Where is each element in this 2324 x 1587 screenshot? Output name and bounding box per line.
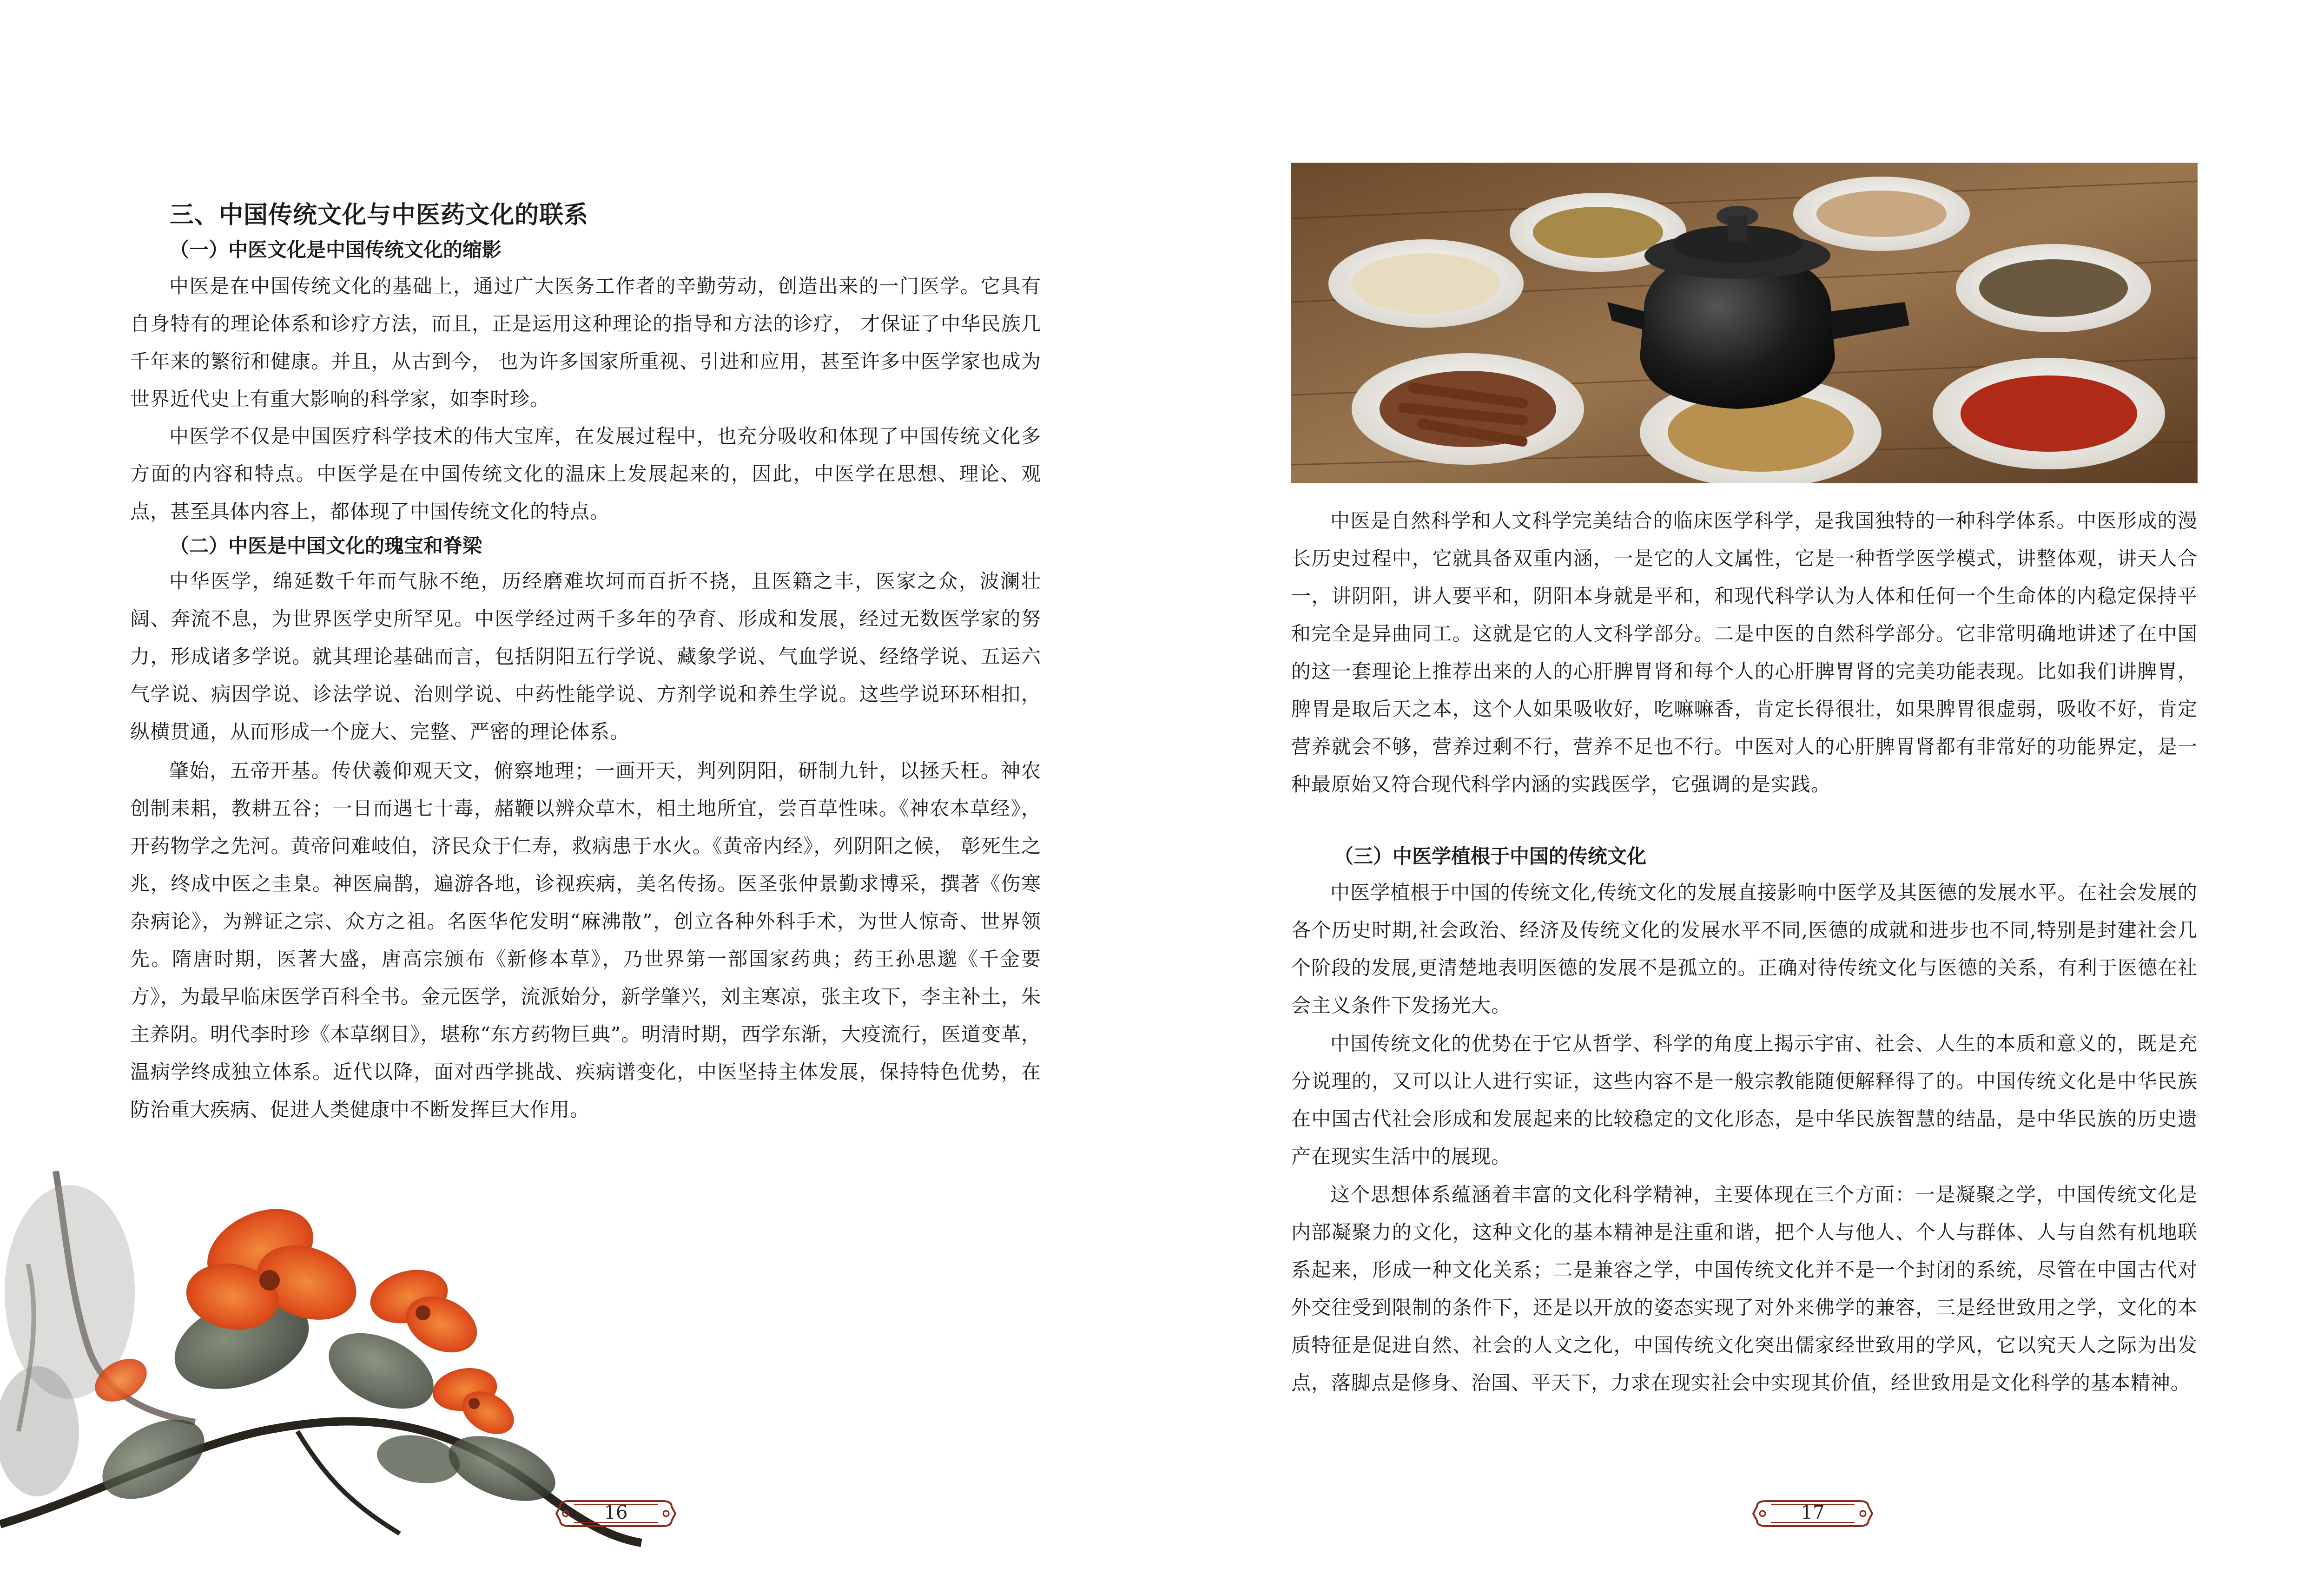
subsection-heading-3: （三）中医学植根于中国的传统文化 bbox=[1334, 845, 1647, 868]
paragraph-1-2: 中医学不仅是中国医疗科学技术的伟大宝库，在发展过程中，也充分吸收和体现了中国传统文化多方面的内容和特点。中医学是在中国传统文化的温床上发展起来的，因此，中医学在思想、理论、观点，甚至具体内容上，都体现了中国传统文化的特点。 bbox=[130, 425, 1041, 523]
right-paragraph-4: 这个思想体系蕴涵着丰富的文化科学精神，主要体现在三个方面：一是凝聚之学，中国传统文化是内部凝聚力的文化，这种文化的基本精神是注重和谐，把个人与他人、个人与群体、人与自然有机地联系起来，形成一种文化关系；二是兼容之学，中国传统文化并不是一个封闭的系统，尽管在中国古代对外交往受到限制的条件下，还是以开放的姿态实现了对外来佛学的兼容，三是经世致用之学，文化的本质特征是促进自然、社会的人文之化，中国传统文化突出儒家经世致用的学风，它以究天人之际为出发点，落脚点是修身、治国、平天下，力求在现实社会中实现其价值，经世致用是文化科学的基本精神。 bbox=[1291, 1183, 2198, 1394]
subsection-heading-1: （一）中医文化是中国传统文化的缩影 bbox=[170, 238, 502, 261]
flower-painting bbox=[0, 1171, 674, 1552]
paragraph-2-2: 肇始，五帝开基。传伏羲仰观天文，俯察地理；一画开天，判列阴阳，研制九针，以拯夭枉。神农创制耒耜，教耕五谷；一日而遇七十毒，赭鞭以辨众草木，相土地所宜，尝百草性味。《神农本草经》，开药物学之先河。黄帝问难岐伯，济民众于仁寿，救病患于水火。《黄帝内经》，列阴阳之候， 彰死生之兆，终成中医之圭臬。神医扁鹊，遍游各地，诊视疾病，美名传扬。医圣张仲景勤求博采，撰著《伤寒杂病论》，为辨证之宗、众方之祖。名医华佗发明“麻沸散”，创立各种外科手术，为世人惊奇、世界领先。隋唐时期，医著大盛，唐高宗颁布《新修本草》，乃世界第一部国家药典；药王孙思邈《千金要方》，为最早临床医学百科全书。金元医学，流派始分，新学肇兴，刘主寒凉，张主攻下，李主补土，朱主养阴。明代李时珍《本草纲目》，堪称“东方药物巨典”。明清时期，西学东渐，大疫流行，医道变革，温病学终成独立体系。近代以降，面对西学挑战、疾病谱变化，中医坚持主体发展，保持特色优势，在防治重大疾病、促进人类健康中不断发挥巨大作用。 bbox=[130, 759, 1041, 1121]
right-paragraph-1: 中医是自然科学和人文科学完美结合的临床医学科学，是我国独特的一种科学体系。中医形成的漫长历史过程中，它就具备双重内涵，一是它的人文属性，它是一种哲学医学模式，讲整体观，讲天人合一，讲阴阳，讲人要平和，阴阳本身就是平和，和现代科学认为人体和任何一个生命体的内稳定保持平和完全是异曲同工。这就是它的人文科学部分。二是中医的自然科学部分。它非常明确地讲述了在中国的这一套理论上推荐出来的人的心肝脾胃肾和每个人的心肝脾胃肾的完美功能表现。比如我们讲脾胃，脾胃是取后天之本，这个人如果吸收好，吃嘛嘛香，肯定长得很壮，如果脾胃很虚弱，吸收不好，肯定营养就会不够，营养过剩不行，营养不足也不行。中医对人的心肝脾胃肾都有非常好的功能界定，是一种最原始又符合现代科学内涵的实践医学，它强调的是实践。 bbox=[1291, 509, 2198, 796]
subsection-heading-2: （二）中医是中国文化的瑰宝和脊梁 bbox=[170, 534, 482, 557]
section-title: 三、中国传统文化与中医药文化的联系 bbox=[170, 201, 589, 229]
page-number: 16 bbox=[604, 1502, 628, 1523]
page-number-badge bbox=[555, 1497, 676, 1530]
right-paragraph-3: 中国传统文化的优势在于它从哲学、科学的角度上揭示宇宙、社会、人生的本质和意义的，既是充分说理的，又可以让人进行实证，这些内容不是一般宗教能随便解释得了的。中国传统文化是中华民族在中国古代社会形成和发展起来的比较稳定的文化形态，是中华民族智慧的结晶，是中华民族的历史遗产在现实生活中的展现。 bbox=[1291, 1032, 2198, 1168]
paragraph-1-1: 中医是在中国传统文化的基础上，通过广大医务工作者的辛勤劳动，创造出来的一门医学。它具有自身特有的理论体系和诊疗方法，而且，正是运用这种理论的指导和方法的诊疗， 才保证了中华民族几千年来的繁衍和健康。并且，从古到今， 也为许多国家所重视、引进和应用，甚至许多中医学家也成为世界近代史上有重大影响的科学家，如李时珍。 bbox=[130, 275, 1041, 410]
page-number: 17 bbox=[1801, 1502, 1825, 1523]
paragraph-2-1: 中华医学，绵延数千年而气脉不绝，历经磨难坎坷而百折不挠，且医籍之丰，医家之众，波澜壮阔、奔流不息，为世界医学史所罕见。中医学经过两千多年的孕育、形成和发展，经过无数医学家的努力，形成诸多学说。就其理论基础而言，包括阴阳五行学说、藏象学说、气血学说、经络学说、五运六气学说、病因学说、诊法学说、治则学说、中药性能学说、方剂学说和养生学说。这些学说环环相扣，纵横贯通，从而形成一个庞大、完整、严密的理论体系。 bbox=[130, 570, 1041, 743]
right-paragraph-2: 中医学植根于中国的传统文化,传统文化的发展直接影响中医学及其医德的发展水平。在社会发展的各个历史时期,社会政治、经济及传统文化的发展水平不同,医德的成就和进步也不同,特别是封建社会几个阶段的发展,更清楚地表明医德的发展不是孤立的。正确对待传统文化与医德的关系，有利于医德在社会主义条件下发扬光大。 bbox=[1291, 881, 2198, 1017]
page-number-badge-right bbox=[1752, 1497, 1873, 1530]
herbal-medicine-photo bbox=[1291, 163, 2198, 483]
